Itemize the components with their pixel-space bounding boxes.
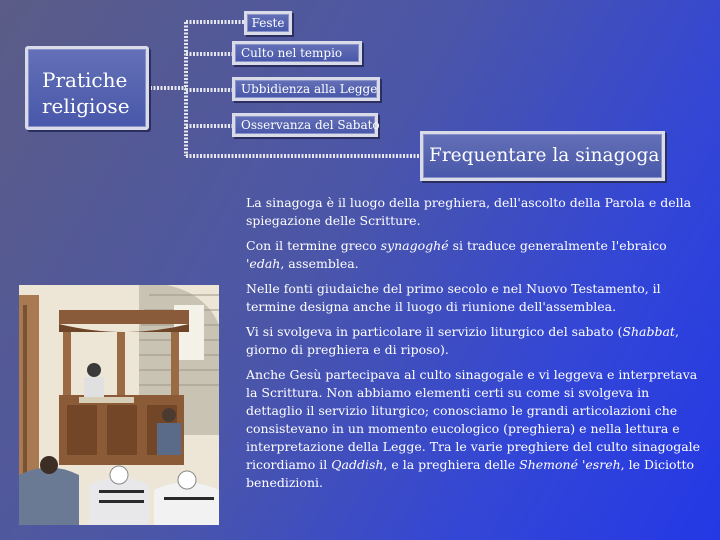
section-title-box[interactable]: [420, 131, 665, 181]
paragraph-2-text-b: si traduce generalmente l'ebraico: [448, 238, 667, 253]
synagogue-drawing: [19, 285, 219, 525]
paragraph-2: [246, 237, 702, 273]
term-shemone-esreh: Shemoné 'esreh: [519, 457, 621, 472]
paragraph-2-text-a: Con il termine greco: [246, 238, 381, 253]
term-qaddish: Qaddish: [331, 457, 384, 472]
branch-culto-label: Culto nel tempio: [241, 46, 343, 60]
paragraph-3-text: Nelle fonti giudaiche del primo secolo e nel Nuovo Testamento, il termine designa anche il luogo di riunione dell'assemblea.: [246, 281, 661, 314]
paragraph-1-text: La sinagoga è il luogo della preghiera, dell'ascolto della Parola e della spiegazione delle Scritture.: [246, 195, 692, 228]
branch-osservanza-del-sabato[interactable]: [232, 113, 378, 137]
branch-culto-nel-tempio[interactable]: [232, 41, 362, 65]
synagogue-illustration: [19, 285, 219, 525]
paragraph-5-text-c: , le Diciotto benedizioni.: [246, 457, 695, 490]
content-text: [246, 194, 702, 499]
main-topic-line1: Pratiche: [42, 68, 128, 92]
branch-feste[interactable]: [244, 11, 292, 35]
term-shabbat: Shabbat: [622, 324, 675, 339]
branch-feste-label: Feste: [251, 16, 285, 30]
main-topic-line2: religiose: [42, 94, 130, 118]
term-synagoghe: synagoghé: [380, 238, 449, 253]
branch-ubbidienza-alla-legge[interactable]: [232, 77, 380, 101]
main-topic-box[interactable]: [25, 46, 149, 130]
paragraph-3: [246, 280, 702, 316]
branch-osservanza-label: Osservanza del Sabato: [241, 118, 380, 132]
paragraph-1: [246, 194, 702, 230]
paragraph-5: [246, 366, 702, 492]
paragraph-5-text-b: , e la preghiera delle: [383, 457, 520, 472]
paragraph-4-text-b: , giorno di preghiera e di riposo).: [246, 324, 679, 357]
paragraph-2-text-c: , assemblea.: [280, 256, 359, 271]
paragraph-4-text-a: Vi si svolgeva in particolare il servizio liturgico del sabato (: [246, 324, 623, 339]
paragraph-5-text-a: Anche Gesù partecipava al culto sinagogale e vi leggeva e interpretava la Scrittura. Non abbiamo elementi certi su come si svolgeva in dettaglio il servizio liturgico; conosciamo le grandi articolazioni che consistevano in un momento eucologico (preghiera) e nella lettura e interpretazione della Legge. Tra le varie preghiere del culto sinagogale ricordiamo il: [246, 367, 701, 472]
paragraph-4: [246, 323, 702, 359]
section-title: Frequentare la sinagoga: [429, 145, 660, 166]
term-edah: 'edah: [246, 256, 281, 271]
branch-ubbidienza-label: Ubbidienza alla Legge: [241, 82, 378, 96]
